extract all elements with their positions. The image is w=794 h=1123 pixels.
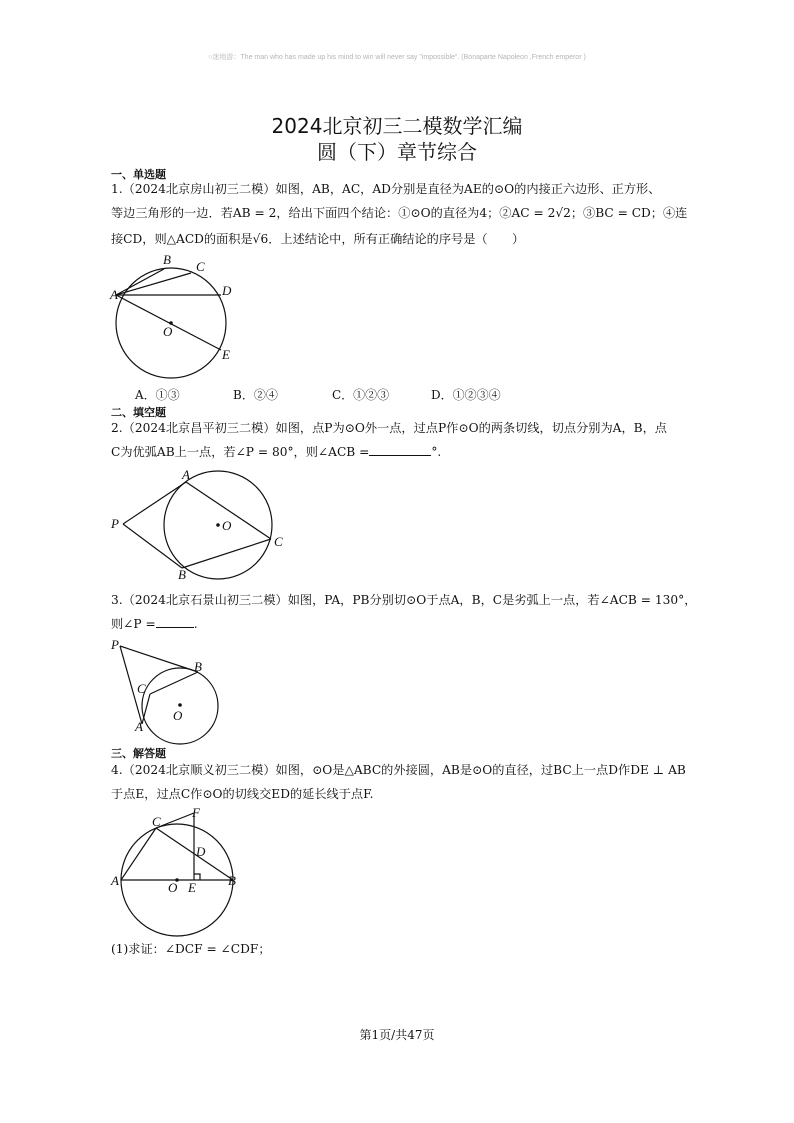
- q1-option-c: C．①②③: [332, 388, 390, 402]
- fig4-label-c: C: [152, 814, 161, 829]
- fig2-label-b: B: [178, 567, 186, 582]
- fig1-label-o: O: [163, 324, 173, 339]
- q1-option-a: A．①③: [135, 388, 180, 402]
- fig3-label-b: B: [194, 659, 202, 674]
- fig3-label-o: O: [173, 708, 183, 723]
- section-solution: 三、解答题: [111, 747, 166, 760]
- q4-part-1: (1)求证：∠DCF = ∠CDF；: [111, 942, 271, 956]
- fig1-label-d: D: [222, 283, 232, 298]
- fig4-label-d: D: [196, 844, 206, 859]
- q1-options: [135, 386, 501, 403]
- fig1-label-b: B: [163, 252, 171, 267]
- document-subtitle: 圆（下）章节综合: [317, 140, 477, 164]
- q3-line-1: 3.（2024北京石景山初三二模）如图，PA，PB分别切⊙O于点A，B，C是劣弧上一点，若∠ACB = 130°，: [111, 593, 697, 607]
- fig1-label-a: A: [110, 287, 118, 302]
- q3-figure: [108, 636, 228, 746]
- fig4-label-f: F: [192, 805, 200, 820]
- fig3-label-a: A: [135, 719, 143, 734]
- q1-figure: [108, 250, 248, 380]
- q4-line-2: 于点E，过点C作⊙O的切线交ED的延长线于点F.: [111, 787, 374, 801]
- q1-line-1: 1.（2024北京房山初三二模）如图，AB，AC，AD分别是直径为AE的⊙O的内接正六边形、正方形、: [111, 182, 661, 196]
- q1-option-b: B．②④: [233, 388, 278, 402]
- fig1-label-e: E: [222, 347, 230, 362]
- fig2-label-c: C: [274, 534, 283, 549]
- q2-figure: [108, 468, 298, 583]
- fig4-label-o: O: [168, 880, 178, 895]
- q1-option-d: D．①②③④: [431, 388, 501, 402]
- section-fill-blank: 二、填空题: [111, 406, 166, 419]
- q1-line-2: 等边三角形的一边．若AB = 2，给出下面四个结论：①⊙O的直径为4；②AC = 2√2；③BC = CD；④连: [111, 206, 688, 220]
- fig4-label-a: A: [111, 873, 119, 888]
- q3-answer-blank: [156, 615, 194, 628]
- q3-line-2-text: 则∠P =: [111, 617, 156, 631]
- watermark: ○迷地游：The man who has made up his mind to win will never say "impossible". (Bonaparte Napoleon ,French emperor ): [208, 54, 586, 61]
- q2-line-1: 2.（2024北京昌平初三二模）如图，点P为⊙O外一点，过点P作⊙O的两条切线，切点分别为A，B，点: [111, 421, 667, 435]
- fig2-label-a: A: [182, 467, 190, 482]
- document-title: 2024北京初三二模数学汇编: [271, 114, 523, 138]
- fig2-label-p: P: [111, 516, 119, 531]
- q2-line-2: [111, 443, 441, 460]
- fig4-label-b: B: [228, 873, 236, 888]
- q2-line-2-text: C为优弧AB上一点，若∠P = 80°，则∠ACB =: [111, 445, 370, 459]
- q4-figure: [108, 805, 248, 935]
- q2-line-2-end: °.: [431, 445, 442, 459]
- fig4-label-e: E: [188, 880, 196, 895]
- page-footer: 第1页/共47页: [359, 1028, 435, 1042]
- fig2-label-o: O: [222, 518, 232, 533]
- fig3-label-p: P: [111, 637, 119, 652]
- q4-line-1: 4.（2024北京顺义初三二模）如图，⊙O是△ABC的外接圆，AB是⊙O的直径，过BC上一点D作DE ⊥ AB: [111, 763, 686, 777]
- q2-answer-blank: [369, 443, 431, 456]
- section-single-choice: 一、单选题: [111, 168, 166, 181]
- fig3-label-c: C: [137, 681, 146, 696]
- fig1-label-c: C: [196, 259, 205, 274]
- q3-line-2: [111, 615, 198, 632]
- q3-line-2-end: .: [193, 617, 198, 631]
- q1-line-3: 接CD，则△ACD的面积是√6．上述结论中，所有正确结论的序号是（ ）: [111, 232, 525, 246]
